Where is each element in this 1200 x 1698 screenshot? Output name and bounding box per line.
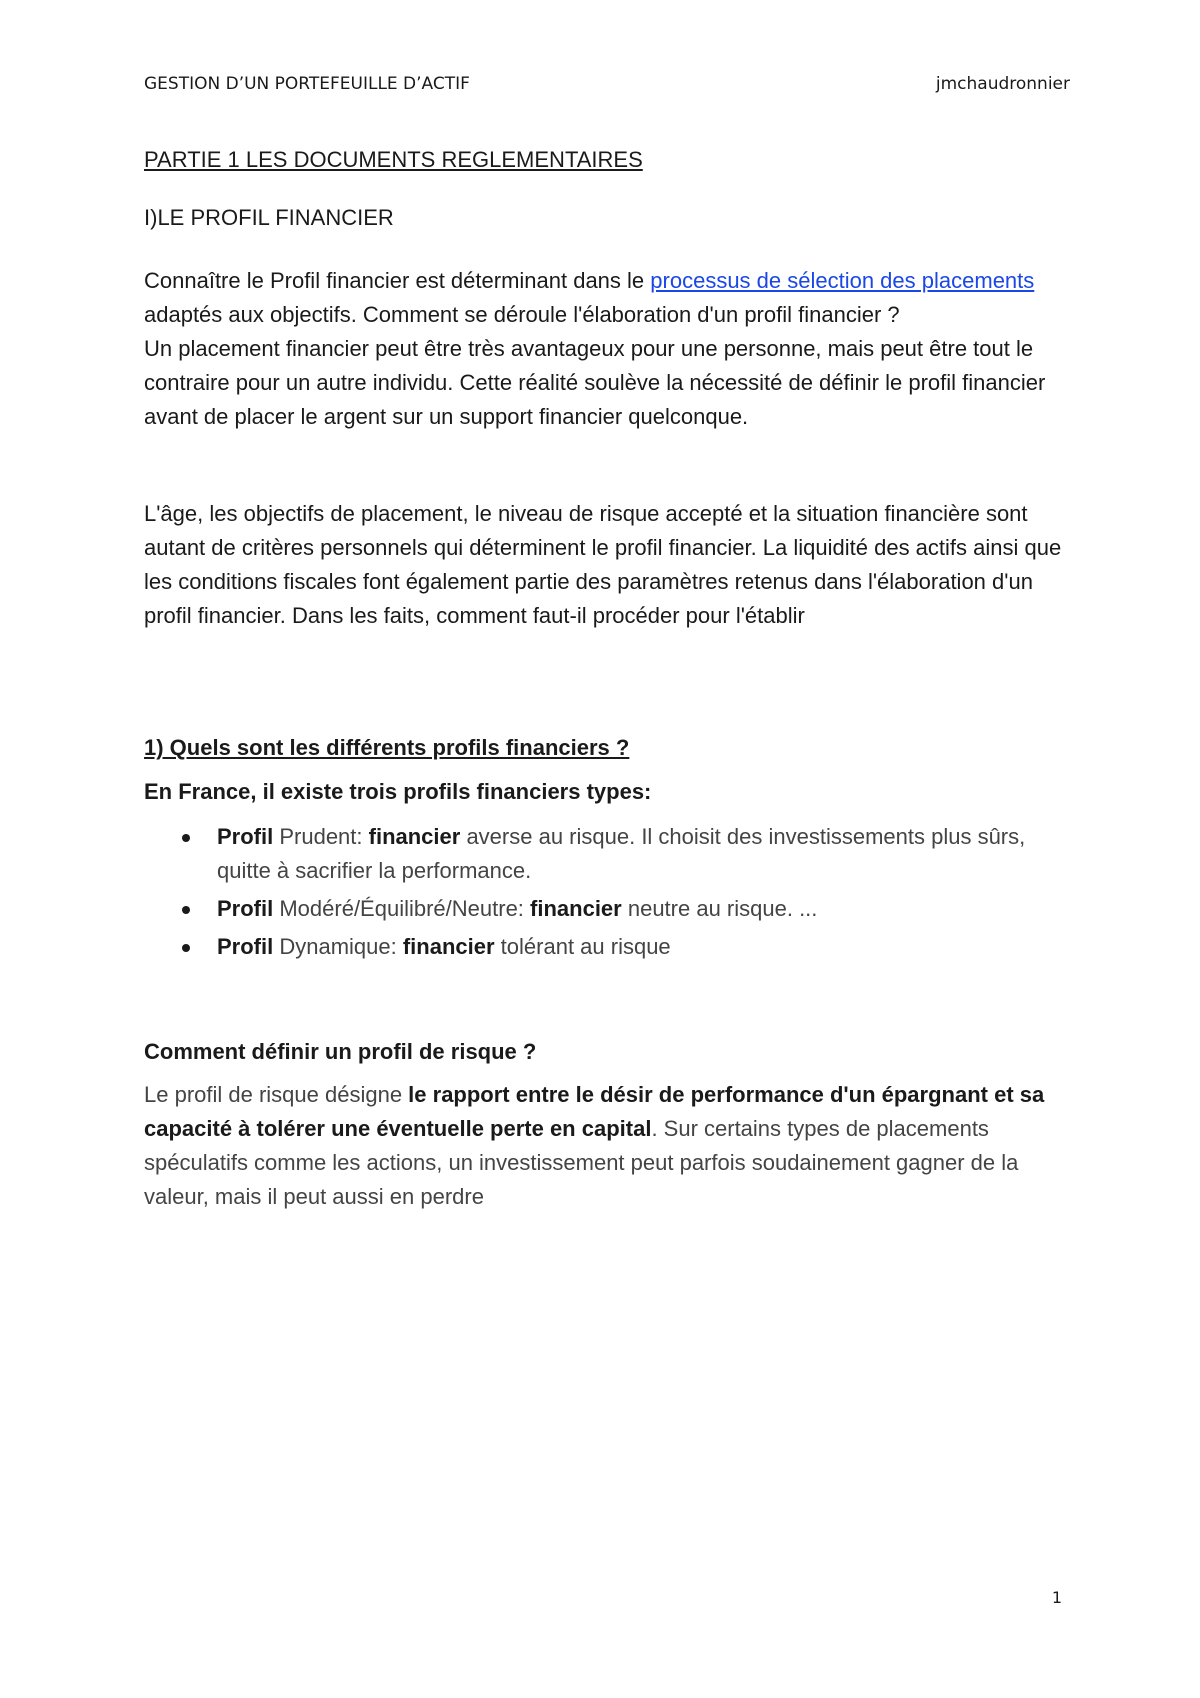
list-item — [144, 892, 1064, 926]
bullet-icon — [182, 834, 190, 842]
intro-text-after-link: adaptés aux objectifs. Comment se déroule l'élaboration d'un profil financier ? — [144, 302, 900, 327]
profile-description: averse au risque. Il choisit des investissements plus sûrs, quitte à sacrifier la performance. — [217, 824, 1026, 883]
page-number: 1 — [1051, 1588, 1062, 1607]
france-heading: En France, il existe trois profils financiers types: — [144, 779, 652, 804]
profile-name: Dynamique: — [273, 934, 403, 959]
list-item — [144, 820, 1064, 888]
risk-text-bold: le rapport entre le désir de performance d'un épargnant et sa capacité à tolérer une éventuelle perte en capital — [144, 1082, 1045, 1141]
risk-text-after: . Sur certains types de placements spéculatifs comme les actions, un investissement peut parfois soudainement gagner de la valeur, mais il peut aussi en perdre — [144, 1116, 1019, 1209]
profile-label: Profil — [217, 824, 274, 849]
profile-name: Modéré/Équilibré/Neutre: — [273, 896, 531, 921]
financier-label: financier — [530, 896, 622, 921]
bullet-icon — [182, 906, 190, 914]
selection-process-link[interactable]: processus de sélection des placements — [650, 268, 1035, 293]
risk-paragraph — [144, 1078, 1064, 1214]
risk-heading: Comment définir un profil de risque ? — [144, 1039, 537, 1064]
criteria-paragraph: L'âge, les objectifs de placement, le niveau de risque accepté et la situation financière sont autant de critères personnels qui déterminent le profil financier. La liquidité des actifs ainsi que les conditions fiscales font également partie des paramètres retenus dans l'élaboration d'un profil financier. Dans les faits, comment faut-il procéder pour l'établir — [144, 501, 1062, 628]
header-author: jmchaudronnier — [935, 74, 1070, 94]
profile-list — [144, 820, 1064, 968]
section-title: I)LE PROFIL FINANCIER — [144, 205, 394, 230]
financier-label: financier — [402, 934, 495, 959]
intro-paragraph — [144, 264, 1064, 434]
header-title: GESTION D’UN PORTEFEUILLE D’ACTIF — [144, 74, 470, 94]
profile-label: Profil — [217, 896, 274, 921]
bullet-icon — [182, 944, 190, 952]
risk-text-before: Le profil de risque désigne — [144, 1082, 409, 1107]
part-title: PARTIE 1 LES DOCUMENTS REGLEMENTAIRES — [144, 147, 643, 172]
profile-description: tolérant au risque — [494, 934, 671, 959]
intro-text-before-link: Connaître le Profil financier est déterminant dans le — [144, 268, 651, 293]
profile-name: Prudent: — [273, 824, 369, 849]
profile-label: Profil — [217, 934, 274, 959]
profile-description: neutre au risque. ... — [621, 896, 818, 921]
intro-text-second: Un placement financier peut être très avantageux pour une personne, mais peut être tout le contraire pour un autre individu. Cette réalité soulève la nécessité de définir le profil financier avant de placer le argent sur un support financier quelconque. — [144, 336, 1046, 429]
financier-label: financier — [368, 824, 461, 849]
question-heading: 1) Quels sont les différents profils financiers ? — [144, 735, 630, 760]
list-item — [144, 930, 1064, 964]
